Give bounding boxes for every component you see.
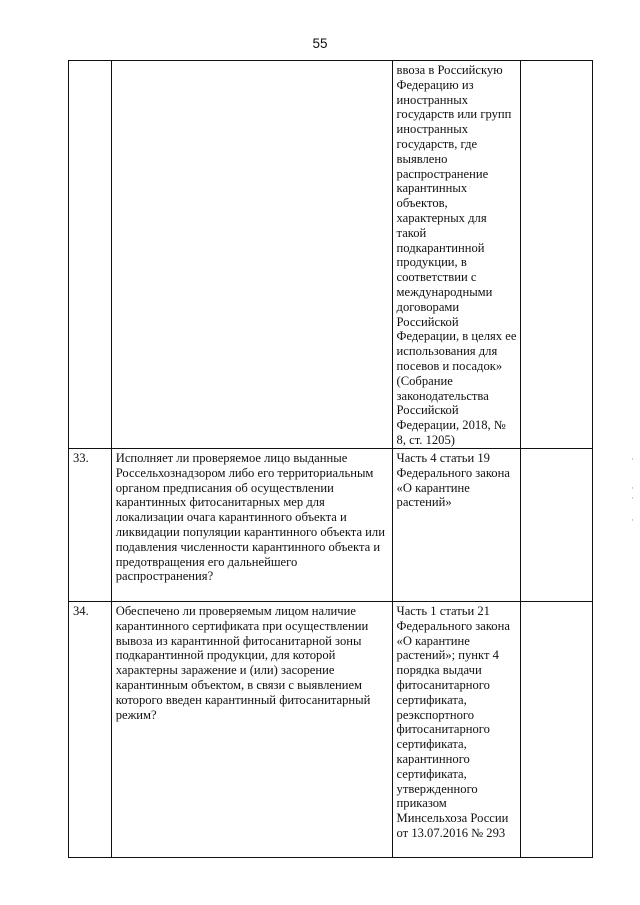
checklist-table bbox=[68, 60, 593, 858]
empty-cell bbox=[520, 602, 592, 858]
scan-artifact: · bbox=[631, 516, 634, 526]
table-row bbox=[69, 61, 593, 449]
scan-artifact: · · bbox=[631, 484, 634, 504]
row-number-cell bbox=[69, 61, 112, 449]
row-number-cell: 33. bbox=[69, 449, 112, 602]
legal-basis-cell: ввоза в Российскую Федерацию из иностранных государств или групп иностранных государств, где выявлено распространение карантинных объектов, характерных для такой подкарантинной продукции, в соответствии с международными договорами Российской Федерации, в целях ее использования для посевов и посадок» (Собрание законодательства Российской Федерации, 2018, № 8, ст. 1205) bbox=[392, 61, 520, 449]
empty-cell bbox=[520, 449, 592, 602]
table-row bbox=[69, 602, 593, 858]
empty-cell bbox=[520, 61, 592, 449]
legal-basis-cell: Часть 4 статьи 19 Федерального закона «О карантине растений» bbox=[392, 449, 520, 602]
question-cell: Исполняет ли проверяемое лицо выданные Россельхознадзором либо его территориальным органом предписания об осуществлении карантинных фитосанитарных мер для локализации очага карантинного объекта и ликвидации популяции карантинного объекта или подавления численности карантинного объекта и предотвращения его дальнейшего распространения? bbox=[111, 449, 392, 602]
row-number-cell: 34. bbox=[69, 602, 112, 858]
question-cell bbox=[111, 61, 392, 449]
legal-basis-cell: Часть 1 статьи 21 Федерального закона «О карантине растений»; пункт 4 порядка выдачи фитосанитарного сертификата, реэкспортного фитосанитарного сертификата, карантинного сертификата, утвержденного приказом Минсельхоза России от 13.07.2016 № 293 bbox=[392, 602, 520, 858]
page-number: 55 bbox=[312, 36, 328, 51]
table-row bbox=[69, 449, 593, 602]
scan-artifact: · bbox=[631, 455, 634, 465]
question-cell: Обеспечено ли проверяемым лицом наличие карантинного сертификата при осуществлении вывоза из карантинной фитосанитарной зоны подкарантинной продукции, для которой характерны заражение и (или) засорение карантинным объектом, в связи с выявлением которого введен карантинный фитосанитарный режим? bbox=[111, 602, 392, 858]
